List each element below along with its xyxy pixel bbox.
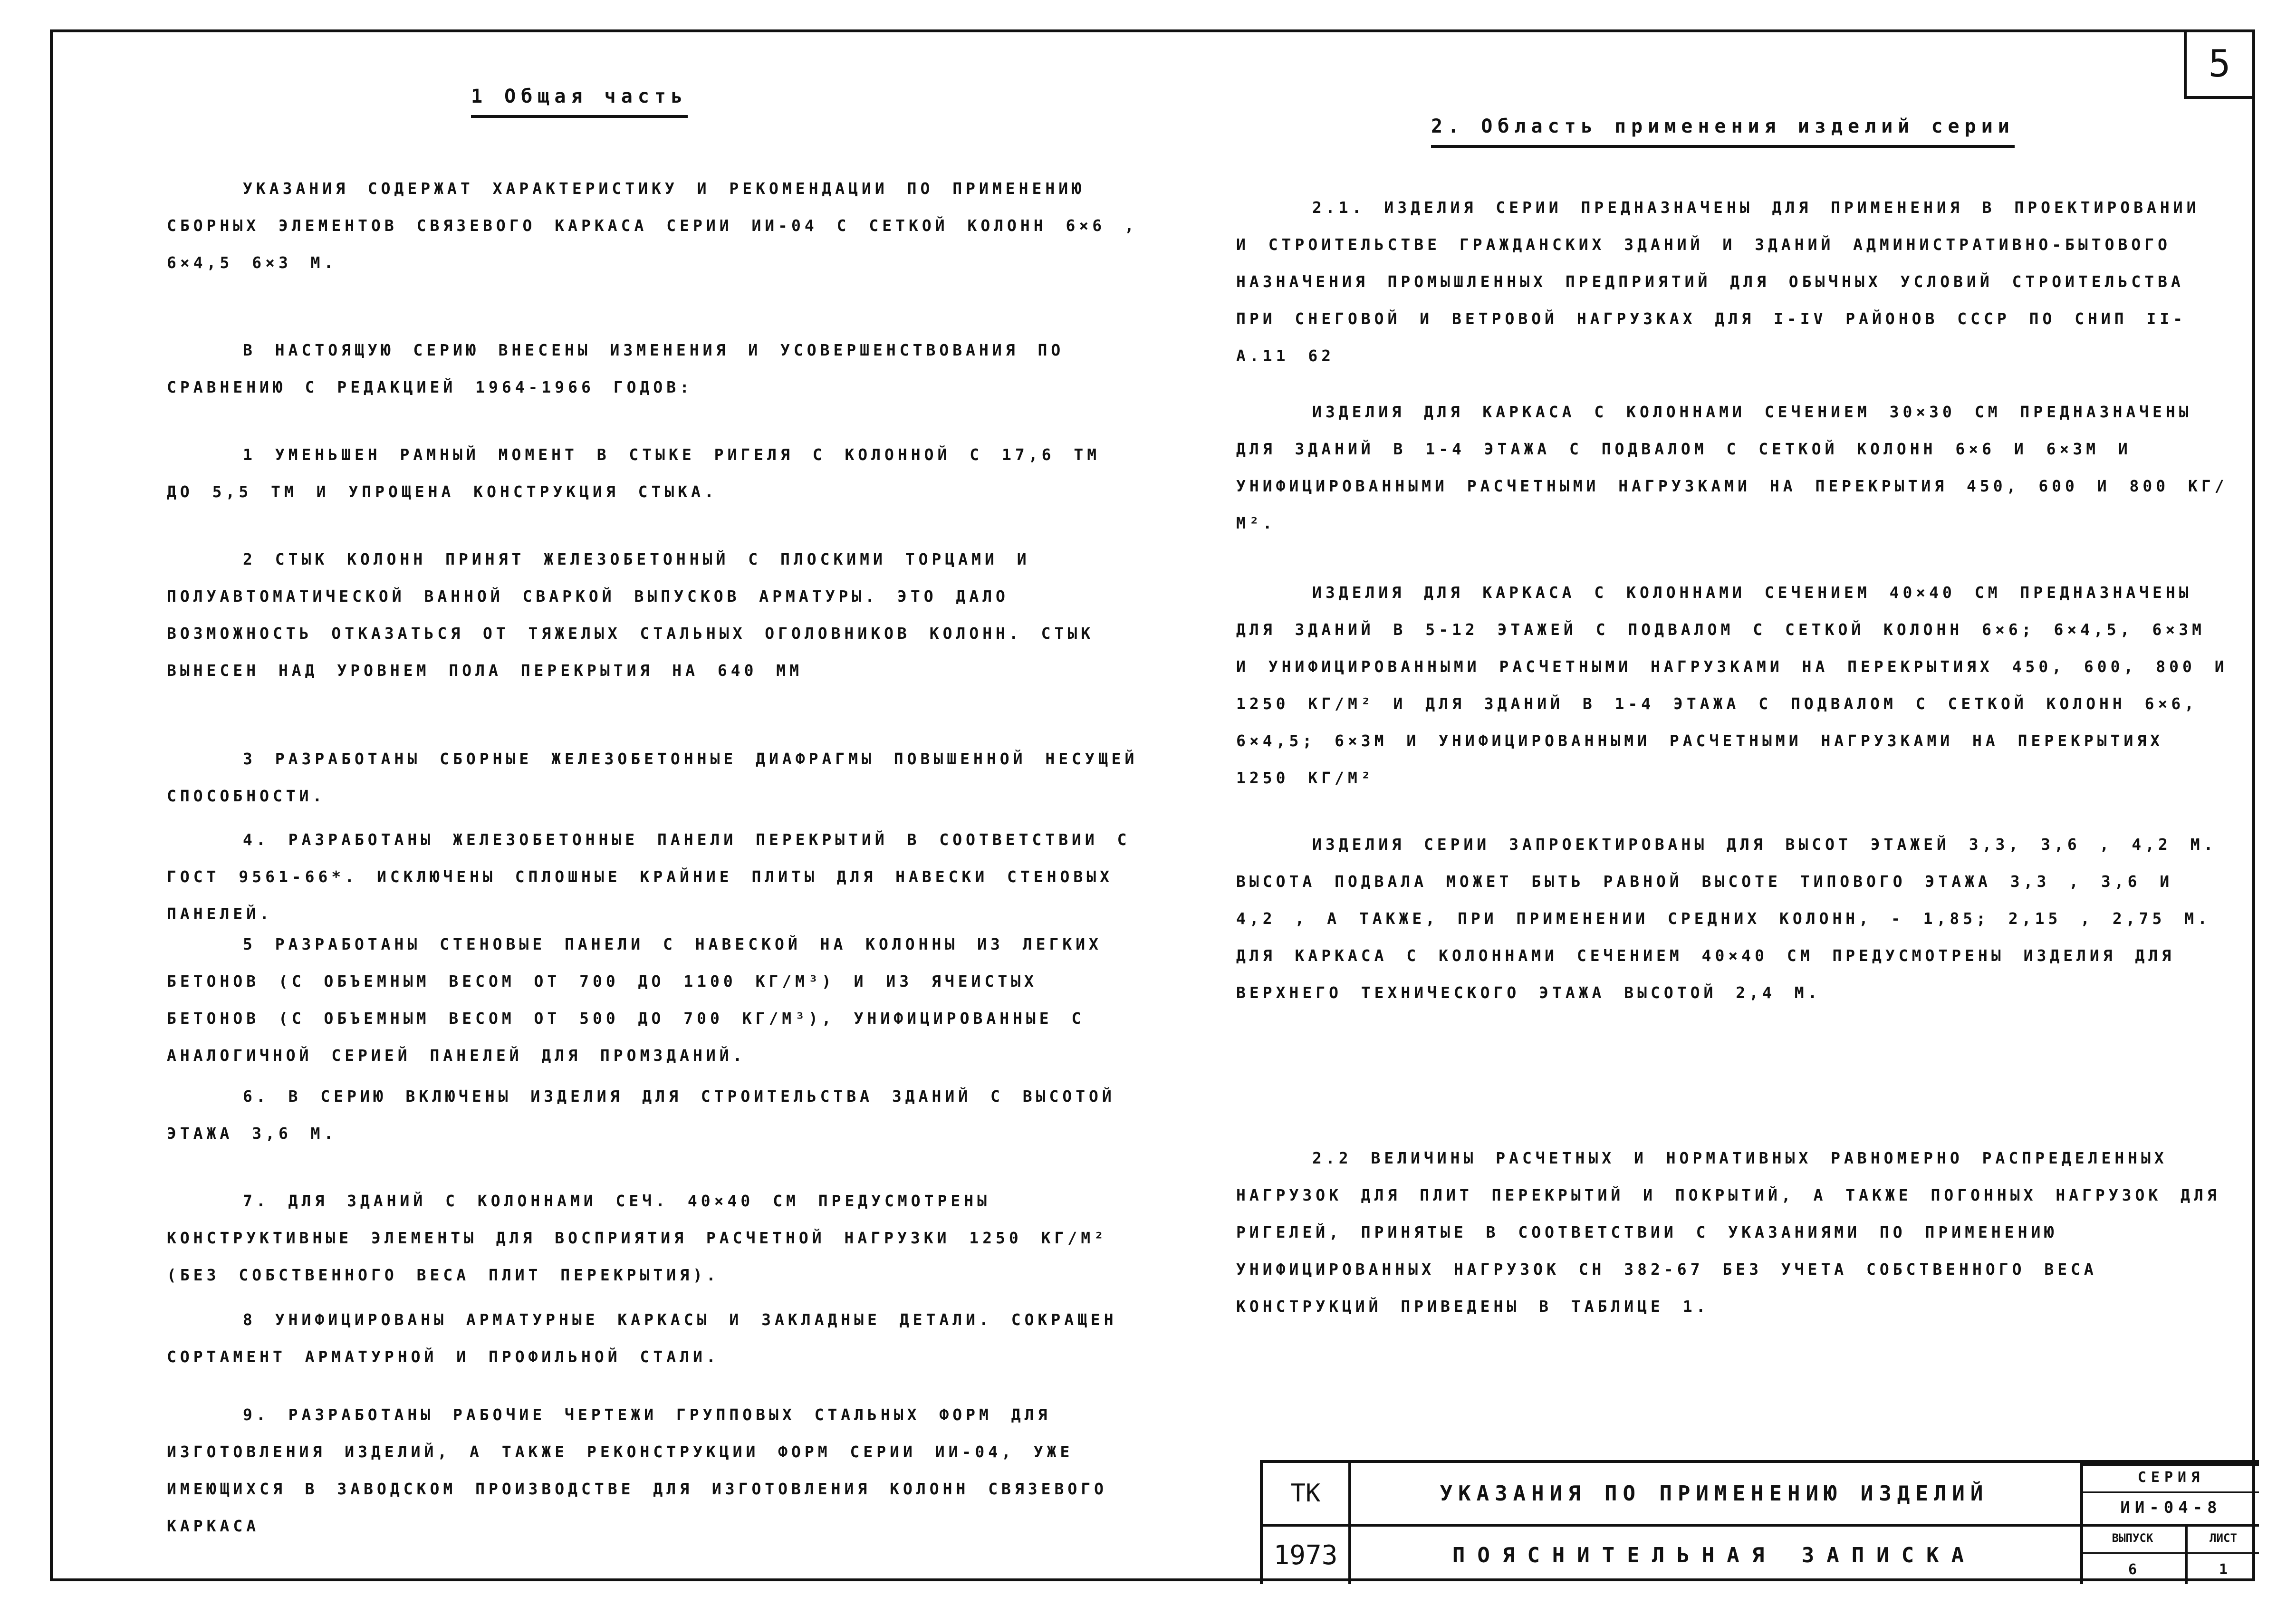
- title-block: [1260, 1460, 2259, 1584]
- section-1-heading: 1 Общая часть: [471, 86, 688, 118]
- scope-paragraph-2-1: 2.1. ИЗДЕЛИЯ СЕРИИ ПРЕДНАЗНАЧЕНЫ ДЛЯ ПРИМЕНЕНИЯ В ПРОЕКТИРОВАНИИ И СТРОИТЕЛЬСТВЕ ГРАЖДАНСКИХ ЗДАНИЙ И ЗДАНИЙ АДМИНИСТРАТИВНО-БЫТОВОГО НАЗНАЧЕНИЯ ПРОМЫШЛЕННЫХ ПРЕДПРИЯТИЙ ДЛЯ ОБЫЧНЫХ УСЛОВИЙ СТРОИТЕЛЬСТВА ПРИ СНЕГОВОЙ И ВЕТРОВОЙ НАГРУЗКАХ ДЛЯ I-IV РАЙОНОВ СССР ПО СНИП II-А.11 62: [1236, 198, 2200, 365]
- change-item-4: 4. РАЗРАБОТАНЫ ЖЕЛЕЗОБЕТОННЫЕ ПАНЕЛИ ПЕРЕКРЫТИЙ В СООТВЕТСТВИИ С ГОСТ 9561-66*. ИСКЛЮЧЕНЫ СПЛОШНЫЕ КРАЙНИЕ ПЛИТЫ ДЛЯ НАВЕСКИ СТЕНОВЫХ ПАНЕЛЕЙ.: [167, 830, 1131, 923]
- scope-paragraph-40x40: ИЗДЕЛИЯ ДЛЯ КАРКАСА С КОЛОННАМИ СЕЧЕНИЕМ 40×40 СМ ПРЕДНАЗНАЧЕНЫ ДЛЯ ЗДАНИЙ В 5-12 ЭТАЖЕЙ С ПОДВАЛОМ С СЕТКОЙ КОЛОНН 6×6; 6×4,5, 6×3М И УНИФИЦИРОВАННЫМИ РАСЧЕТНЫМИ НАГРУЗКАМИ НА ПЕРЕКРЫТИЯХ 450, 600, 800 И 1250 КГ/М² И ДЛЯ ЗДАНИЙ В 1-4 ЭТАЖА С ПОДВАЛОМ С СЕТКОЙ КОЛОНН 6×6, 6×4,5; 6×3М И УНИФИЦИРОВАННЫМИ РАСЧЕТНЫМИ НАГРУЗКАМИ НА ПЕРЕКРЫТИЯХ 1250 КГ/М²: [1236, 583, 2228, 787]
- change-item-1: 1 УМЕНЬШЕН РАМНЫЙ МОМЕНТ В СТЫКЕ РИГЕЛЯ С КОЛОННОЙ С 17,6 ТМ ДО 5,5 ТМ И УПРОЩЕНА КОНСТРУКЦИЯ СТЫКА.: [167, 445, 1101, 501]
- stamp-sheet-label: ЛИСТ: [2210, 1531, 2237, 1545]
- stamp-sheet-value: 1: [2219, 1561, 2228, 1578]
- change-item-3: 3 РАЗРАБОТАНЫ СБОРНЫЕ ЖЕЛЕЗОБЕТОННЫЕ ДИАФРАГМЫ ПОВЫШЕННОЙ НЕСУЩЕЙ СПОСОБНОСТИ.: [167, 750, 1138, 805]
- stamp-org: ТК: [1290, 1479, 1321, 1508]
- stamp-series-label: СЕРИЯ: [2137, 1469, 2205, 1486]
- change-item-6: 6. В СЕРИЮ ВКЛЮЧЕНЫ ИЗДЕЛИЯ ДЛЯ СТРОИТЕЛЬСТВА ЗДАНИЙ С ВЫСОТОЙ ЭТАЖА 3,6 М.: [167, 1087, 1115, 1143]
- stamp-title: УКАЗАНИЯ ПО ПРИМЕНЕНИЮ ИЗДЕЛИЙ: [1440, 1481, 1989, 1506]
- change-item-9: 9. РАЗРАБОТАНЫ РАБОЧИЕ ЧЕРТЕЖИ ГРУППОВЫХ СТАЛЬНЫХ ФОРМ ДЛЯ ИЗГОТОВЛЕНИЯ ИЗДЕЛИЙ, А ТАКЖЕ РЕКОНСТРУКЦИИ ФОРМ СЕРИИ ИИ-04, УЖЕ ИМЕЮЩИХСЯ В ЗАВОДСКОМ ПРОИЗВОДСТВЕ ДЛЯ ИЗГОТОВЛЕНИЯ КОЛОНН СВЯЗЕВОГО КАРКАСА: [167, 1405, 1108, 1535]
- scope-paragraph-30x30: ИЗДЕЛИЯ ДЛЯ КАРКАСА С КОЛОННАМИ СЕЧЕНИЕМ 30×30 СМ ПРЕДНАЗНАЧЕНЫ ДЛЯ ЗДАНИЙ В 1-4 ЭТАЖА С ПОДВАЛОМ С СЕТКОЙ КОЛОНН 6×6 И 6×3М И УНИФИЦИРОВАННЫМИ РАСЧЕТНЫМИ НАГРУЗКАМИ НА ПЕРЕКРЫТИЯ 450, 600 И 800 КГ/М².: [1236, 403, 2228, 532]
- change-item-2: 2 СТЫК КОЛОНН ПРИНЯТ ЖЕЛЕЗОБЕТОННЫЙ С ПЛОСКИМИ ТОРЦАМИ И ПОЛУАВТОМАТИЧЕСКОЙ ВАННОЙ СВАРКОЙ ВЫПУСКОВ АРМАТУРЫ. ЭТО ДАЛО ВОЗМОЖНОСТЬ ОТКАЗАТЬСЯ ОТ ТЯЖЕЛЫХ СТАЛЬНЫХ ОГОЛОВНИКОВ КОЛОНН. СТЫК ВЫНЕСЕН НАД УРОВНЕМ ПОЛА ПЕРЕКРЫТИЯ НА 640 ММ: [167, 550, 1095, 680]
- page-number: 5: [2184, 29, 2255, 99]
- stamp-issue-value: 6: [2128, 1561, 2137, 1578]
- scope-paragraph-2-2: 2.2 ВЕЛИЧИНЫ РАСЧЕТНЫХ И НОРМАТИВНЫХ РАВНОМЕРНО РАСПРЕДЕЛЕННЫХ НАГРУЗОК ДЛЯ ПЛИТ ПЕРЕКРЫТИЙ И ПОКРЫТИЙ, А ТАКЖЕ ПОГОННЫХ НАГРУЗОК ДЛЯ РИГЕЛЕЙ, ПРИНЯТЫЕ В СООТВЕТСТВИИ С УКАЗАНИЯМИ ПО ПРИМЕНЕНИЮ УНИФИЦИРОВАННЫХ НАГРУЗОК СН 382-67 БЕЗ УЧЕТА СОБСТВЕННОГО ВЕСА КОНСТРУКЦИЙ ПРИВЕДЕНЫ В ТАБЛИЦЕ 1.: [1236, 1149, 2220, 1316]
- stamp-series-value: ИИ-04-8: [2120, 1498, 2222, 1517]
- intro-paragraph: УКАЗАНИЯ СОДЕРЖАТ ХАРАКТЕРИСТИКУ И РЕКОМЕНДАЦИИ ПО ПРИМЕНЕНИЮ СБОРНЫХ ЭЛЕМЕНТОВ СВЯЗЕВОГО КАРКАСА СЕРИИ ИИ-04 С СЕТКОЙ КОЛОНН 6×6 , 6×4,5 6×3 М.: [167, 179, 1138, 272]
- change-item-7: 7. ДЛЯ ЗДАНИЙ С КОЛОННАМИ СЕЧ. 40×40 СМ ПРЕДУСМОТРЕНЫ КОНСТРУКТИВНЫЕ ЭЛЕМЕНТЫ ДЛЯ ВОСПРИЯТИЯ РАСЧЕТНОЙ НАГРУЗКИ 1250 КГ/М² (БЕЗ СОБСТВЕННОГО ВЕСА ПЛИТ ПЕРЕКРЫТИЯ).: [167, 1192, 1108, 1284]
- change-item-8: 8 УНИФИЦИРОВАНЫ АРМАТУРНЫЕ КАРКАСЫ И ЗАКЛАДНЫЕ ДЕТАЛИ. СОКРАЩЕН СОРТАМЕНТ АРМАТУРНОЙ И ПРОФИЛЬНОЙ СТАЛИ.: [167, 1310, 1117, 1366]
- change-item-5: 5 РАЗРАБОТАНЫ СТЕНОВЫЕ ПАНЕЛИ С НАВЕСКОЙ НА КОЛОННЫ ИЗ ЛЕГКИХ БЕТОНОВ (С ОБЪЕМНЫМ ВЕСОМ ОТ 700 ДО 1100 КГ/М³) И ИЗ ЯЧЕИСТЫХ БЕТОНОВ (С ОБЪЕМНЫМ ВЕСОМ ОТ 500 ДО 700 КГ/М³), УНИФИЦИРОВАННЫЕ С АНАЛОГИЧНОЙ СЕРИЕЙ ПАНЕЛЕЙ ДЛЯ ПРОМЗДАНИЙ.: [167, 935, 1102, 1065]
- section-2-heading: 2. Область применения изделий серии: [1431, 115, 2015, 148]
- changes-intro: В НАСТОЯЩУЮ СЕРИЮ ВНЕСЕНЫ ИЗМЕНЕНИЯ И УСОВЕРШЕНСТВОВАНИЯ ПО СРАВНЕНИЮ С РЕДАКЦИЕЙ 1964-1966 ГОДОВ:: [167, 341, 1065, 396]
- scope-paragraph-heights: ИЗДЕЛИЯ СЕРИИ ЗАПРОЕКТИРОВАНЫ ДЛЯ ВЫСОТ ЭТАЖЕЙ 3,3, 3,6 , 4,2 М. ВЫСОТА ПОДВАЛА МОЖЕТ БЫТЬ РАВНОЙ ВЫСОТЕ ТИПОВОГО ЭТАЖА 3,3 , 3,6 И 4,2 , А ТАКЖЕ, ПРИ ПРИМЕНЕНИИ СРЕДНИХ КОЛОНН, - 1,85; 2,15 , 2,75 М. ДЛЯ КАРКАСА С КОЛОННАМИ СЕЧЕНИЕМ 40×40 СМ ПРЕДУСМОТРЕНЫ ИЗДЕЛИЯ ДЛЯ ВЕРХНЕГО ТЕХНИЧЕСКОГО ЭТАЖА ВЫСОТОЙ 2,4 М.: [1236, 835, 2217, 1002]
- drawing-sheet: [50, 29, 2255, 1581]
- stamp-issue-label: ВЫПУСК: [2112, 1531, 2153, 1545]
- stamp-subtitle: ПОЯСНИТЕЛЬНАЯ ЗАПИСКА: [1452, 1543, 1977, 1568]
- stamp-year: 1973: [1273, 1540, 1338, 1571]
